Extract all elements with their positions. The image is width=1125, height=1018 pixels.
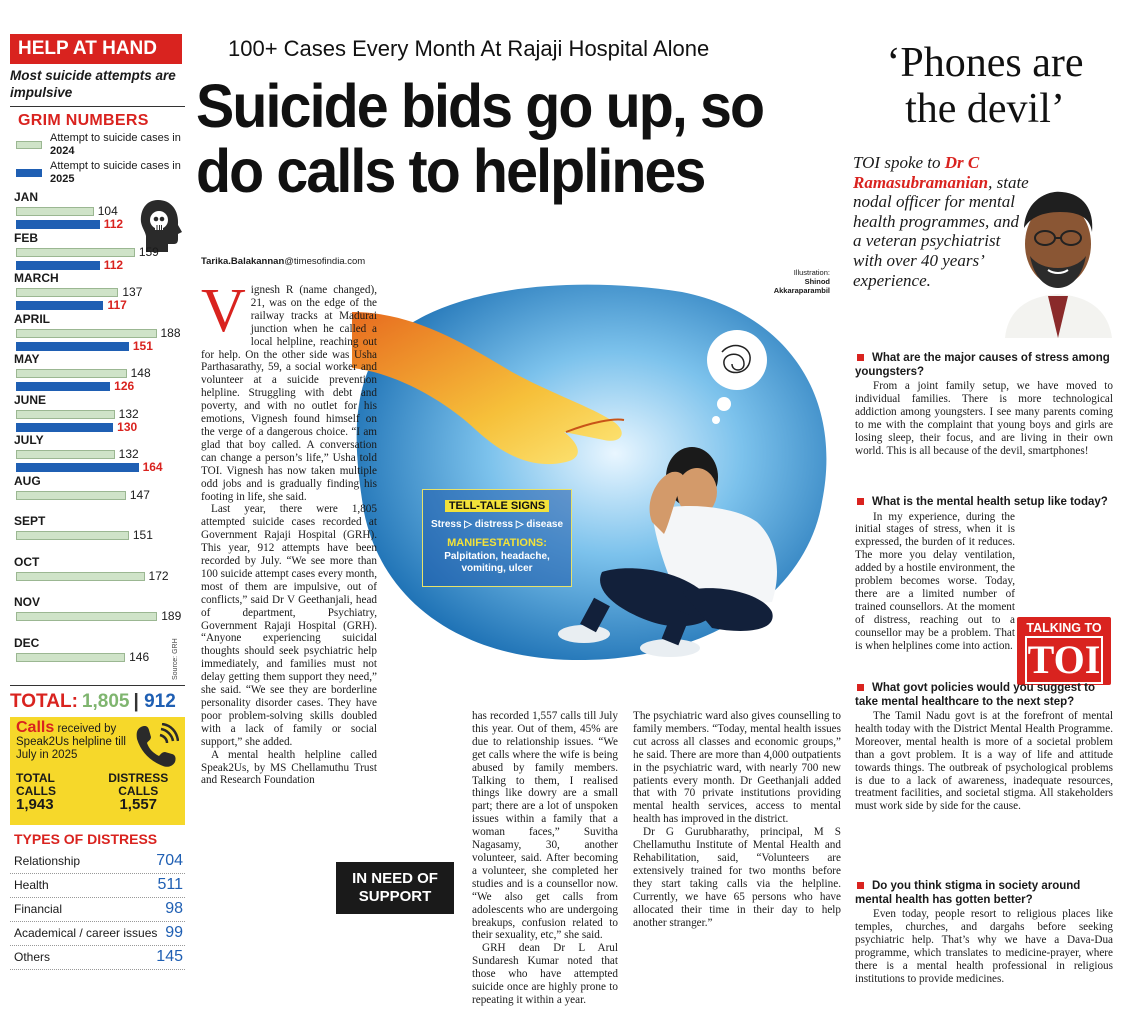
dropcap: V [201,277,246,345]
monthly-bar-chart [10,190,185,680]
phone-icon [135,723,179,769]
bar-2024 [16,612,157,621]
value-2024: 132 [118,447,139,461]
total-label: TOTAL: [10,691,78,712]
bar-2024 [16,207,94,216]
bar-2025 [16,261,100,270]
illustration-distressed-man [352,272,844,667]
value-2025: 112 [103,257,124,272]
bar-2024 [16,531,129,540]
article-paragraph: A mental health helpline called Speak2Us, by MS Chellamuthu Trust and Research Foundation [201,748,377,787]
distress-calls: DISTRESS CALLS 1,557 [108,771,169,813]
qa-block-4 [855,880,1113,985]
signs-title: TELL-TALE SIGNS [445,500,549,512]
total-2025: 912 [144,691,176,712]
bar-2024 [16,248,135,257]
answer: In my experience, during the initial stages of stress, when it is expressed, the burden of it reduces. The more you delay ventilation, added by a hostile environment, the problem becomes worse. Today, there are a limited number of trained counsellors. At the moment of distress, reaching out to a counsellor may be a problem. That is when helplines come into action. [855,510,1015,652]
article-paragraph: The psychiatric ward also gives counselling to family members. “Today, mental health issues cut across all classes and economic groups,” he said. There are more than 4,000 outpatients in the psychiatric ward, with nearly 700 new patients every month. Dr Geethanjali added that with 70 private institutions providing mental health services, access to mental health has improved in the district. [633,710,841,826]
answer: From a joint family setup, we have moved to individual families. There is more technological addiction among youngsters. I see many parents coming to me with the complaint that young boys and girls are losing sleep, their focus, and are living in their own world. This is all because of the devil, smartphones! [855,380,1113,457]
month-label: MAY [14,352,40,366]
total-line [10,691,185,713]
illustration-credit: Illustration: Shinod Akkaraparambil [773,268,830,295]
legend-swatch-2024 [16,141,42,149]
bar-2025 [16,220,100,229]
article-paragraph: Dr G Gurubharathy, principal, M S Chellamuthu Institute of Mental Health and Rehabilitation, said, “Volunteers are extensively trained for two months before they start taking calls via the helpline. Currently, we have 65 persons who have allocated their time in their day to help another stranger.” [633,826,841,929]
article-column-3 [633,710,841,929]
distress-type-label: Financial [14,902,63,916]
bar-2024 [16,572,145,581]
doctor-portrait [1000,178,1115,338]
distress-type-label: Relationship [14,854,81,868]
value-2024: 172 [148,568,169,583]
distress-type-value: 99 [165,924,183,941]
distress-type-row [10,874,185,898]
article-paragraph: Vignesh R (name changed), 21, was on the edge of the railway tracks at Madurai junction when he called a local helpline, reaching out for help. On the other side was Usha Parthasarathy, 59, a social worker and volunteer at a suicide prevention helpline. Struggling with debt and poverty, and with no outlet for his emotions, Vignesh found himself on the verge of a dangerous choice. “I am glad that boy called. A conversation can change a person’s life,” Usha told TOI. Vignesh has now taken multiple odd jobs and is gradually finding his footing in life, she said. [201,277,377,503]
bar-2024 [16,450,115,459]
question: What govt policies would you suggest to take mental healthcare to the next step? [855,682,1113,709]
types-of-distress-title: TYPES OF DISTRESS [14,831,158,847]
distress-type-row [10,922,185,946]
distress-type-label: Health [14,878,49,892]
divider [10,106,185,107]
value-2025: 112 [103,217,124,231]
value-2024: 159 [138,244,159,259]
month-label: JAN [14,190,39,204]
legend-2024 [16,132,185,158]
value-2024: 132 [118,406,139,421]
manifestations-list: Palpitation, headache, vomiting, ulcer [444,551,550,574]
bar-2025 [16,301,103,310]
value-2025: 164 [142,460,163,474]
distress-type-label: Academical / career issues [14,926,158,940]
source-note: Source: GRH [172,638,179,680]
article-paragraph: Last year, there were 1,805 attempted suicide cases recorded at Government Rajaji Hospital (GRH). This year, 912 attempts have been recorded by July. “We see more than 100 suicide attempt cases every month, most of them are impulsive, out of conflicts,” said Dr V Geethanjali, head of department, Psychiatry, Government Rajaji Hospital (GRH). “Anyone experiencing suicidal thoughts should seek psychiatric help immediately, and families must not delay getting them support they need,” she said. “We see they are borderline personality disorder cases. They have poor problem-solving skills doubled with a lack of family or social support,” she added. [201,503,377,748]
value-2024: 146 [129,649,150,664]
total-calls: TOTAL CALLS 1,943 [16,771,56,813]
value-2024: 188 [160,325,181,340]
help-at-hand-badge: HELP AT HAND [10,34,182,64]
bar-2024 [16,410,115,419]
in-need-of-support-box: IN NEED OF SUPPORT [336,862,454,914]
distress-type-value: 98 [165,900,183,917]
divider [10,685,185,686]
question: What is the mental health setup like today? [855,496,1113,510]
sidebar-infographic [10,34,185,970]
manifestations-title: MANIFESTATIONS: [447,537,547,549]
calls-numbers [16,772,179,811]
value-2024: 189 [161,609,182,623]
value-2025: 130 [117,419,138,434]
total-2024: 1,805 [81,691,130,712]
talking-to-toi-badge: TALKING TO TOI [1017,617,1111,685]
distress-type-label: Others [14,950,51,964]
legend-label-2025: Attempt to suicide cases in 2025 [50,160,181,185]
question: Do you think stigma in society around mental health has gotten better? [855,880,1113,907]
article-column-2 [472,710,618,1007]
grim-numbers-title: GRIM NUMBERS [18,112,149,129]
distress-type-value: 145 [156,948,183,965]
legend-label-2024: Attempt to suicide cases in 2024 [50,132,181,157]
distress-type-row [10,946,185,970]
value-2025: 117 [107,298,127,312]
month-label: JULY [14,433,44,447]
distress-type-value: 511 [157,876,183,893]
question: What are the major causes of stress among youngsters? [855,352,1113,379]
value-2024: 104 [97,204,118,218]
help-subtitle: Most suicide attempts are impulsive [10,68,176,100]
month-label: FEB [14,230,38,245]
month-label: MARCH [14,271,59,285]
answer: The Tamil Nadu govt is at the forefront of mental health today with the District Mental Health Programme. Moreover, mental health is more of a societal problem than a govt problem. It is a way of life and attitude towards things. The outbreak of psychological problems is due to a lack of awareness, inadequate resources, treatment facilities, and societal stigma. All stakeholders must work side by side for the cause. [855,710,1113,813]
value-2025: 151 [132,338,153,353]
interview-title: ‘Phones are the devil’ [886,40,1084,132]
article-column-1 [201,277,377,787]
distress-type-row [10,850,185,874]
month-label: SEPT [14,514,46,528]
signs-line: Stress ▷ distress ▷ disease [430,519,564,530]
value-2025: 126 [114,379,135,393]
value-2024: 148 [130,366,151,380]
value-2024: 137 [122,285,143,299]
bar-2025 [16,382,110,391]
bar-2025 [16,342,129,351]
bar-2024 [16,288,118,297]
distress-type-value: 704 [156,852,183,869]
types-of-distress-list [10,850,185,970]
qa-block-1 [855,352,1113,457]
month-label: JUNE [14,392,47,407]
legend-2025 [16,160,185,186]
month-label: AUG [14,473,41,488]
calls-box [10,717,185,825]
distress-type-row [10,898,185,922]
interview-intro: TOI spoke to Dr C Ramasubramanian, state nodal officer for mental health programmes, and a veteran psychiatrist with over 40 years’ experience. [853,153,1029,290]
month-label: NOV [14,595,41,609]
month-label: OCT [14,554,40,569]
legend-swatch-2025 [16,169,42,177]
qa-block-3 [855,682,1113,813]
calls-heading: Calls received by Speak2Us helpline till July in 2025 [16,719,126,761]
article-paragraph: GRH dean Dr L Arul Sundaresh Kumar noted that those who have attempted suicide once are highly prone to repeating it within a year. [472,942,618,1006]
bar-2024 [16,653,125,662]
byline: Tarika.Balakannan@timesofindia.com [201,256,366,267]
bar-2024 [16,491,126,500]
answer: Even today, people resort to religious places like temples, churches, and dargahs before seeking psychiatric help. That’s why we have a Dava-Dua programme, which translates to medicine-prayer, where there is a mental health professional in religious institutions to provide medicines. [855,908,1113,985]
bar-2024 [16,369,127,378]
value-2024: 151 [132,528,153,542]
value-2024: 147 [129,487,150,502]
article-paragraph: has recorded 1,557 calls till July this year. Out of them, 45% are due to relationship issues. “We get calls where the wife is being abused by family members. Talking to them, I realised things like dowry are a small part; there are a lot of unspoken issues within a family that a woman faces,” Suvitha Nagasamy, 30, another volunteer, said. After becoming a volunteer, she completed her studies and is a counsellor now. “We also get calls from adolescents who are undergoing breakups, confusion related to their sexuality, etc,” she said. [472,710,618,942]
month-label: DEC [14,635,40,650]
bar-2025 [16,463,139,472]
kicker: 100+ Cases Every Month At Rajaji Hospital Alone [228,36,710,61]
headline: Suicide bids go up, so do calls to helplines [196,72,764,205]
tell-tale-signs-box [422,489,572,587]
bar-2025 [16,423,113,432]
month-label: APRIL [14,311,50,326]
bar-2024 [16,329,157,338]
total-separator: | [133,691,139,712]
